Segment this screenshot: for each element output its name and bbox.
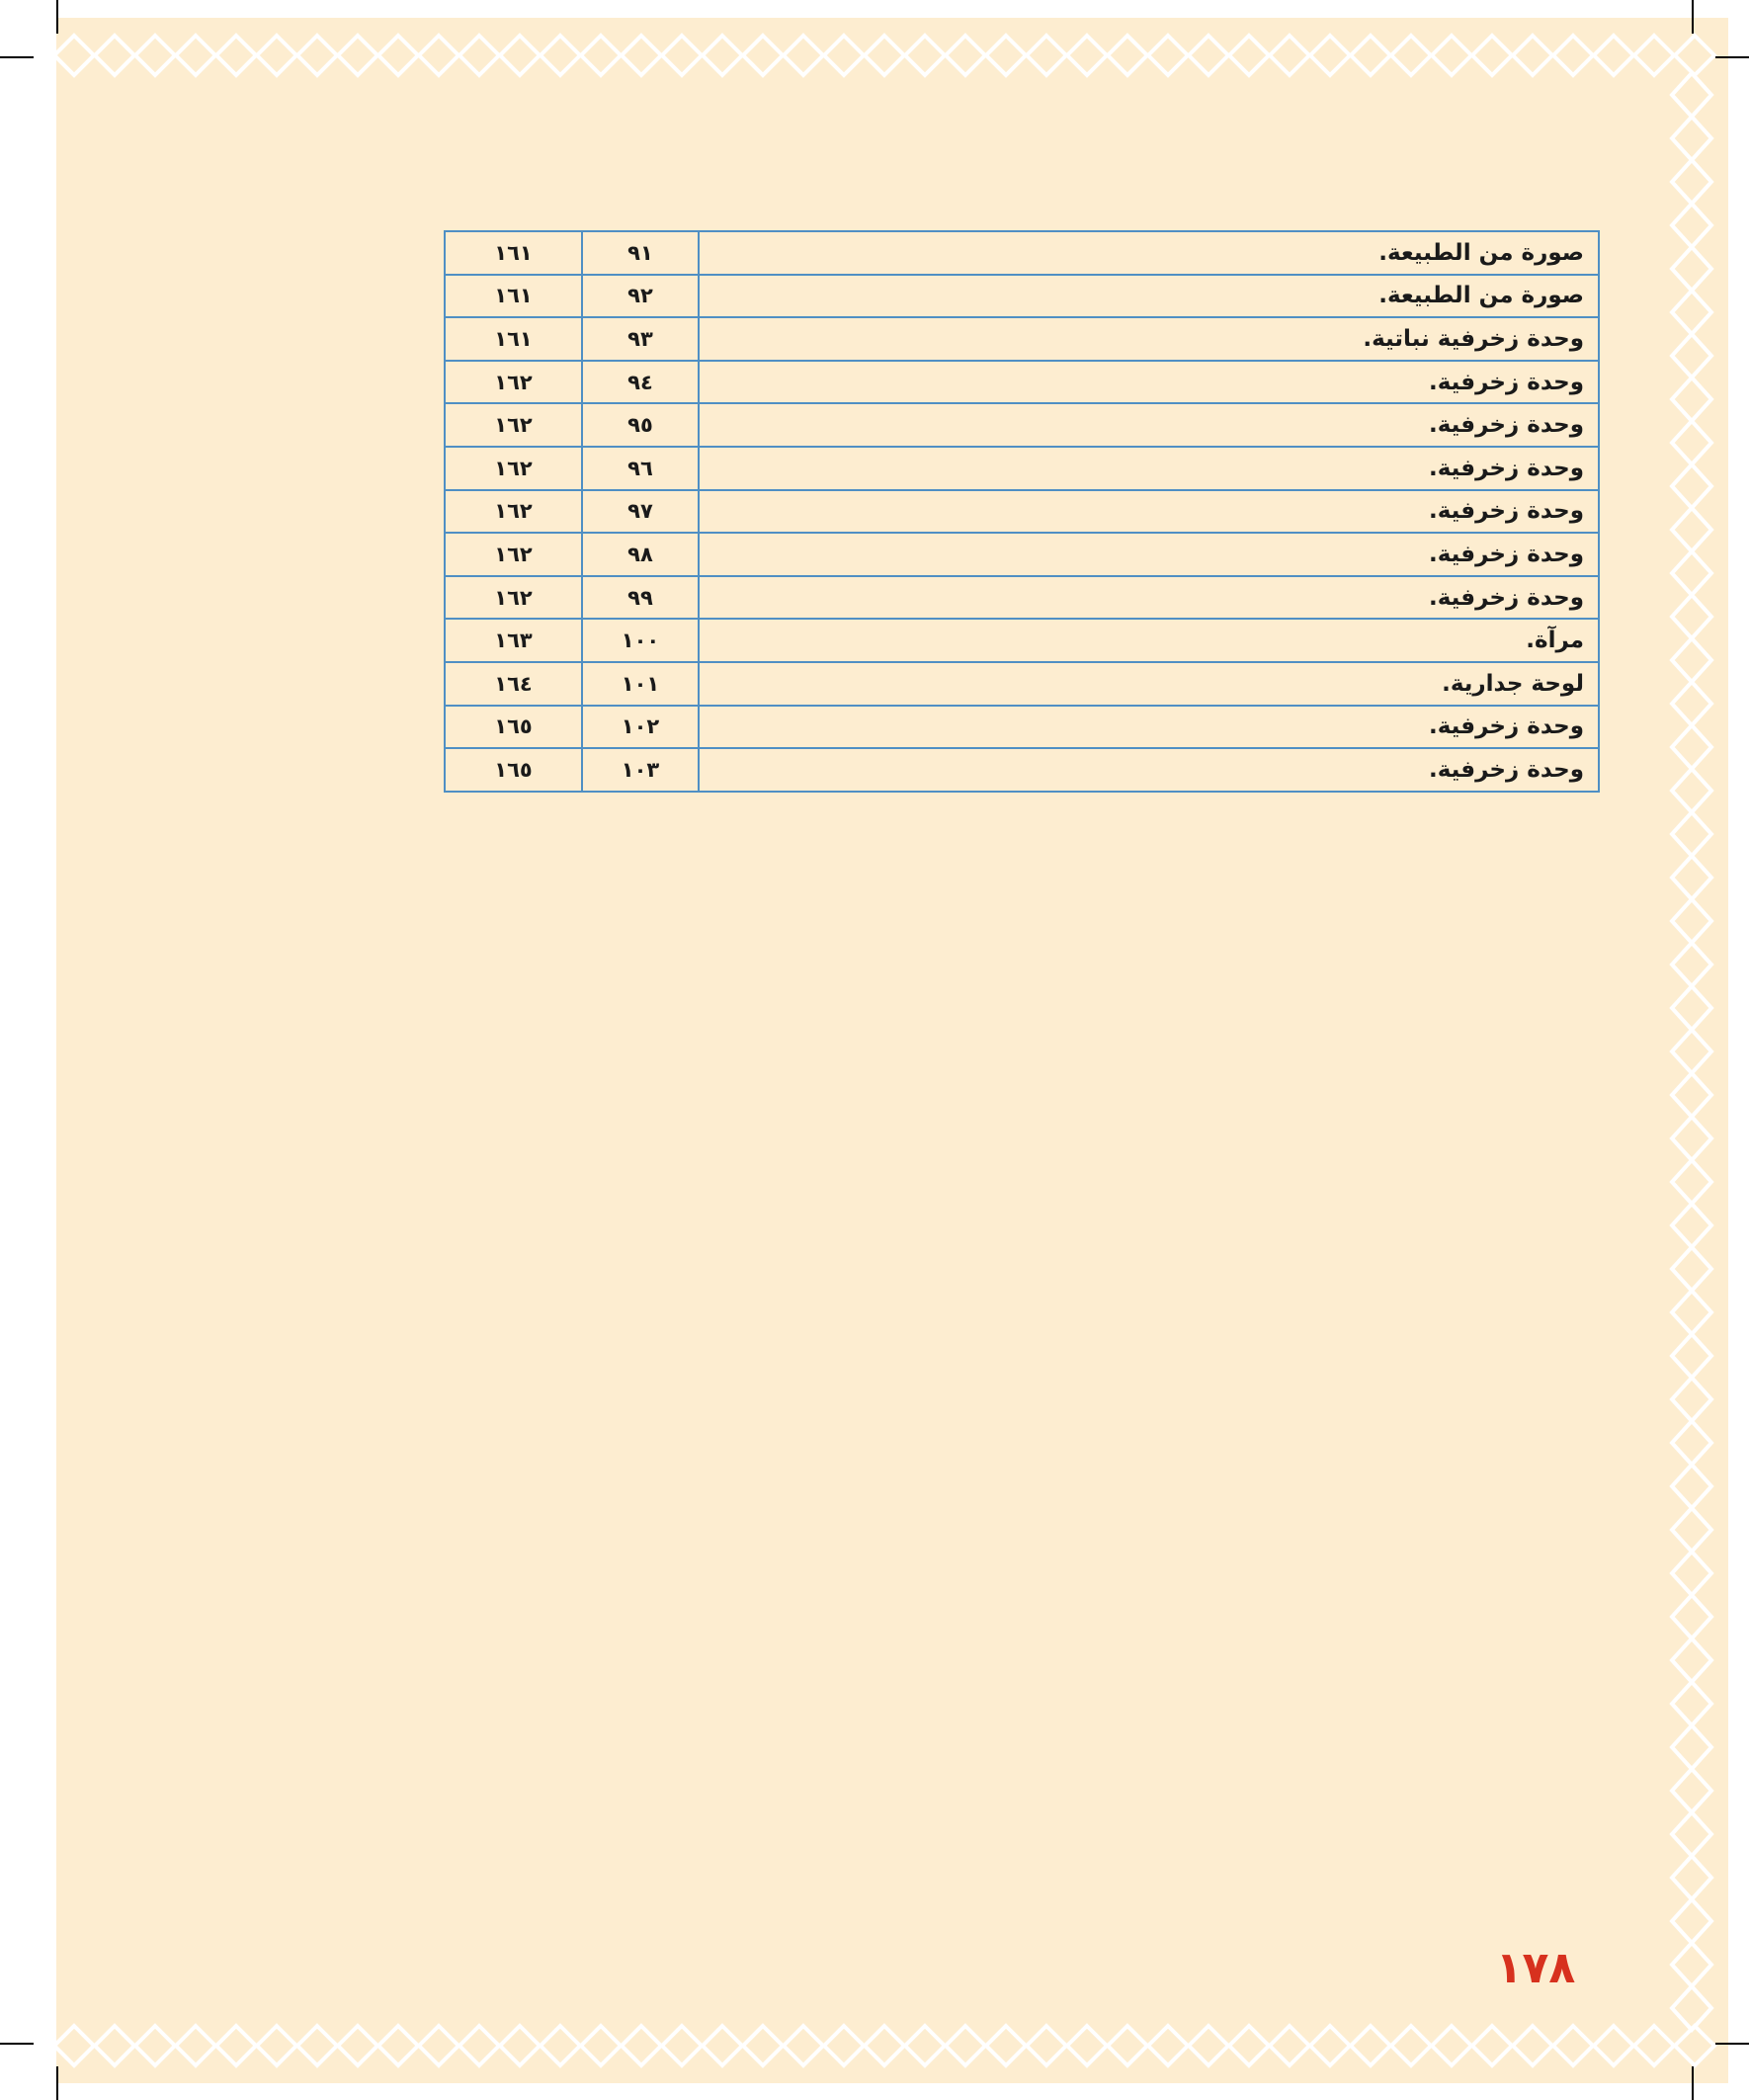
border-diamond (1108, 36, 1147, 75)
border-diamond (216, 2026, 256, 2065)
border-diamond (1472, 36, 1512, 75)
border-diamond (378, 2026, 418, 2065)
border-diamond (56, 2026, 94, 2065)
figure-title-cell: صورة من الطبيعة. (699, 231, 1599, 275)
border-diamond (419, 36, 458, 75)
table-row (445, 576, 1599, 620)
figure-number-cell: ٩١ (582, 231, 699, 275)
border-diamond (1067, 36, 1107, 75)
border-diamond (1672, 1204, 1711, 1247)
border-diamond (257, 36, 296, 75)
page-number-cell: ١٦٢ (445, 447, 582, 490)
border-diamond (1553, 2026, 1593, 2065)
border-diamond (1675, 36, 1714, 75)
border-diamond (1189, 36, 1228, 75)
crop-mark (0, 56, 34, 58)
border-diamond (1391, 36, 1431, 75)
crop-mark (56, 0, 58, 34)
border-diamond (865, 2026, 904, 2065)
figure-title-cell: وحدة زخرفية. (699, 447, 1599, 490)
table-row (445, 317, 1599, 361)
table-row (445, 231, 1599, 275)
border-diamond (338, 36, 377, 75)
figure-title-cell: وحدة زخرفية. (699, 533, 1599, 576)
border-diamond (622, 2026, 661, 2065)
page-number-cell: ١٦٤ (445, 662, 582, 706)
figure-number-cell: ٩٨ (582, 533, 699, 576)
border-diamond (1594, 36, 1633, 75)
page-number-cell: ١٦٥ (445, 748, 582, 792)
page-sheet (56, 18, 1728, 2083)
border-diamond (500, 2026, 540, 2065)
table-row (445, 748, 1599, 792)
border-diamond (1270, 36, 1309, 75)
figure-title-cell: وحدة زخرفية. (699, 748, 1599, 792)
border-diamond (1067, 2026, 1107, 2065)
border-diamond (905, 2026, 945, 2065)
figure-number-cell: ٩٣ (582, 317, 699, 361)
table-row (445, 706, 1599, 749)
table-row (445, 619, 1599, 662)
border-diamond (1310, 2026, 1350, 2065)
figure-title-cell: وحدة زخرفية. (699, 490, 1599, 534)
border-diamond (459, 2026, 499, 2065)
page-number-cell: ١٦٥ (445, 706, 582, 749)
figure-number-cell: ١٠١ (582, 662, 699, 706)
border-diamond (1432, 2026, 1471, 2065)
border-diamond (1229, 36, 1269, 75)
border-diamond (1672, 1334, 1711, 1378)
crop-mark (0, 2043, 34, 2045)
border-diamond (1148, 2026, 1188, 2065)
border-diamond (1672, 1595, 1711, 1638)
border-diamond (541, 2026, 580, 2065)
page-number-cell: ١٦٢ (445, 490, 582, 534)
border-diamond (784, 2026, 823, 2065)
border-diamond (1672, 247, 1711, 291)
crop-mark (1692, 0, 1694, 34)
border-diamond (1672, 812, 1711, 856)
figure-number-cell: ٩٩ (582, 576, 699, 620)
border-diamond (1672, 421, 1711, 464)
figure-title-cell: صورة من الطبيعة. (699, 275, 1599, 318)
border-diamond (946, 2026, 985, 2065)
figure-number-cell: ١٠٢ (582, 706, 699, 749)
border-diamond (95, 2026, 134, 2065)
border-diamond (216, 36, 256, 75)
border-diamond (1594, 2026, 1633, 2065)
crop-mark (56, 2066, 58, 2100)
border-diamond (56, 36, 94, 75)
border-diamond (1148, 36, 1188, 75)
figure-number-cell: ١٠٣ (582, 748, 699, 792)
border-diamond (135, 36, 175, 75)
table-row (445, 447, 1599, 490)
table-row (445, 361, 1599, 404)
border-diamond (1672, 1856, 1711, 1899)
crop-mark (1715, 2043, 1749, 2045)
border-diamond (1672, 1117, 1711, 1160)
crop-mark (1692, 2066, 1694, 2100)
border-diamond (743, 2026, 783, 2065)
border-diamond (1672, 1160, 1711, 1204)
border-diamond (1189, 2026, 1228, 2065)
figure-number-cell: ٩٥ (582, 403, 699, 447)
border-diamond (1672, 595, 1711, 638)
border-diamond (1513, 2026, 1552, 2065)
table-row (445, 275, 1599, 318)
border-diamond (1672, 856, 1711, 899)
border-diamond (1672, 769, 1711, 812)
border-diamond (1432, 36, 1471, 75)
figure-number-cell: ٩٧ (582, 490, 699, 534)
border-diamond (703, 36, 742, 75)
border-diamond (662, 36, 702, 75)
border-diamond (1672, 1986, 1711, 2030)
table-row (445, 403, 1599, 447)
border-diamond (1672, 1725, 1711, 1769)
border-diamond (1672, 638, 1711, 682)
page-number-cell: ١٦٢ (445, 361, 582, 404)
border-diamond (1672, 1291, 1711, 1334)
table-row (445, 490, 1599, 534)
border-diamond (581, 2026, 621, 2065)
border-diamond (419, 2026, 458, 2065)
border-diamond (459, 36, 499, 75)
border-diamond (1270, 2026, 1309, 2065)
page-number-cell: ١٦٣ (445, 619, 582, 662)
figure-number-cell: ٩٢ (582, 275, 699, 318)
border-diamond (297, 2026, 337, 2065)
border-diamond (1672, 1682, 1711, 1725)
figure-title-cell: لوحة جدارية. (699, 662, 1599, 706)
border-diamond (1108, 2026, 1147, 2065)
border-diamond (1672, 464, 1711, 508)
border-diamond (1027, 2026, 1066, 2065)
border-diamond (1672, 1769, 1711, 1812)
border-diamond (1027, 36, 1066, 75)
border-diamond (1310, 36, 1350, 75)
border-diamond (378, 36, 418, 75)
border-diamond (1513, 36, 1552, 75)
border-diamond (135, 2026, 175, 2065)
border-diamond (662, 2026, 702, 2065)
border-diamond (1672, 378, 1711, 421)
border-diamond (1672, 1552, 1711, 1595)
border-diamond (1672, 899, 1711, 943)
border-diamond (95, 36, 134, 75)
figure-title-cell: وحدة زخرفية. (699, 403, 1599, 447)
table-body (445, 231, 1599, 792)
border-diamond (1472, 2026, 1512, 2065)
border-diamond (1672, 1378, 1711, 1421)
figure-number-cell: ٩٦ (582, 447, 699, 490)
border-diamond (1672, 1030, 1711, 1073)
border-diamond (176, 36, 215, 75)
border-diamond (905, 36, 945, 75)
border-diamond (1672, 1943, 1711, 1986)
border-diamond (297, 36, 337, 75)
border-diamond (1672, 986, 1711, 1030)
border-diamond (1672, 1073, 1711, 1117)
figure-title-cell: وحدة زخرفية نباتية. (699, 317, 1599, 361)
border-diamond (1672, 1638, 1711, 1682)
border-diamond (1672, 943, 1711, 986)
table-row (445, 533, 1599, 576)
page-number-cell: ١٦١ (445, 275, 582, 318)
border-diamond (824, 2026, 864, 2065)
border-diamond (743, 36, 783, 75)
border-diamond (1229, 2026, 1269, 2065)
border-diamond (1553, 36, 1593, 75)
border-diamond (1672, 551, 1711, 595)
border-diamond (1672, 725, 1711, 769)
border-diamond (986, 36, 1026, 75)
border-diamond (1672, 73, 1711, 117)
page-number-cell: ١٦١ (445, 317, 582, 361)
border-diamond (1672, 508, 1711, 551)
crop-mark (1715, 56, 1749, 58)
figures-index-table (444, 230, 1600, 793)
page-number: ١٧٨ (1495, 1943, 1576, 1993)
border-diamond (1351, 36, 1390, 75)
border-diamond (257, 2026, 296, 2065)
page-number-cell: ١٦٢ (445, 576, 582, 620)
border-diamond (1634, 2026, 1674, 2065)
border-diamond (784, 36, 823, 75)
border-diamond (1634, 36, 1674, 75)
border-diamond (1672, 1247, 1711, 1291)
border-diamond (581, 36, 621, 75)
border-diamond (622, 36, 661, 75)
border-diamond (703, 2026, 742, 2065)
figure-number-cell: ١٠٠ (582, 619, 699, 662)
figure-title-cell: وحدة زخرفية. (699, 576, 1599, 620)
border-diamond (1672, 334, 1711, 378)
figures-index-table-wrapper (444, 230, 1598, 793)
border-diamond (1672, 1508, 1711, 1552)
border-diamond (176, 2026, 215, 2065)
border-diamond (986, 2026, 1026, 2065)
border-diamond (500, 36, 540, 75)
border-diamond (1672, 682, 1711, 725)
border-diamond (865, 36, 904, 75)
page-number-cell: ١٦٢ (445, 403, 582, 447)
border-diamond (1672, 1465, 1711, 1508)
border-diamond (1672, 117, 1711, 160)
border-diamond (946, 36, 985, 75)
border-diamond (1391, 2026, 1431, 2065)
figure-title-cell: مرآة. (699, 619, 1599, 662)
border-diamond (824, 36, 864, 75)
border-diamond (338, 2026, 377, 2065)
border-diamond (1675, 2026, 1714, 2065)
figure-title-cell: وحدة زخرفية. (699, 706, 1599, 749)
border-diamond (1672, 1812, 1711, 1856)
border-diamond (1672, 291, 1711, 334)
border-diamond (1672, 204, 1711, 247)
table-row (445, 662, 1599, 706)
border-diamond (1351, 2026, 1390, 2065)
border-diamond (1672, 1421, 1711, 1465)
page-number-cell: ١٦١ (445, 231, 582, 275)
border-diamond (541, 36, 580, 75)
figure-title-cell: وحدة زخرفية. (699, 361, 1599, 404)
border-diamond (1672, 1899, 1711, 1943)
page-number-cell: ١٦٢ (445, 533, 582, 576)
border-diamond (1672, 160, 1711, 204)
figure-number-cell: ٩٤ (582, 361, 699, 404)
